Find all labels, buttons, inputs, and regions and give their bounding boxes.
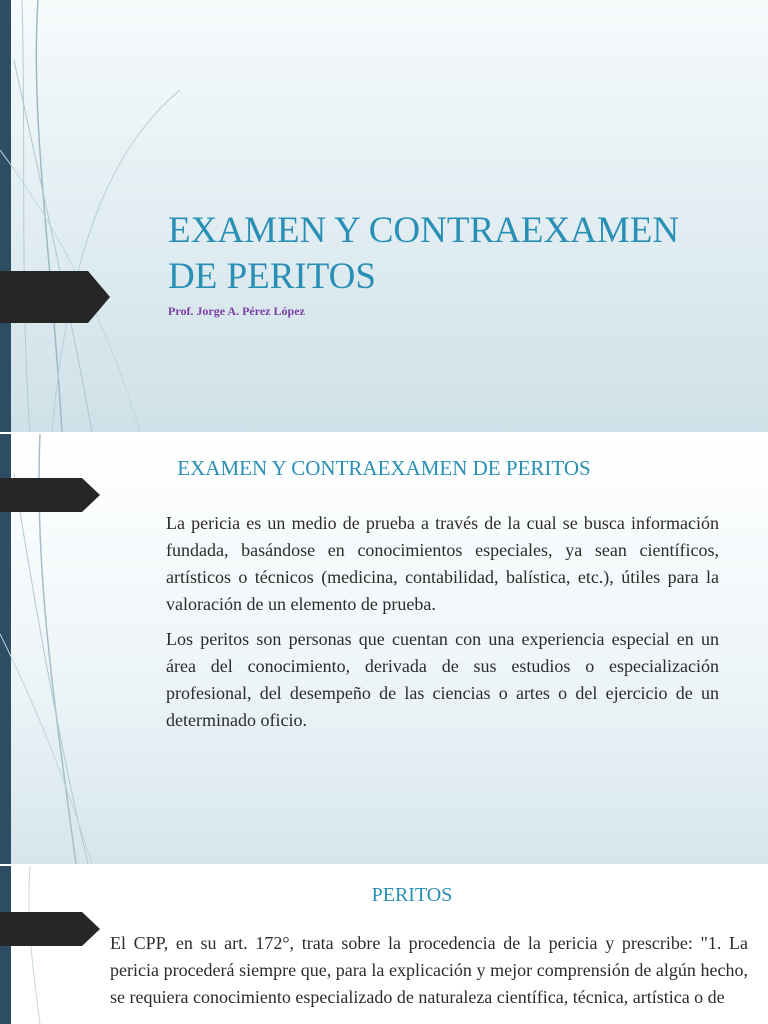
- content-slide-peritos: [0, 866, 768, 1024]
- section-tab: [0, 271, 112, 323]
- section-tab: [0, 912, 102, 946]
- bullet-text: La pericia es un medio de prueba a través de la cual se busca información fundada, basándose en conocimientos especiales, ya sean científicos, artísticos o técnicos (medicina, contabilidad, balística, etc.), útiles para la valoración de un elemento de prueba.: [166, 513, 719, 614]
- slide-title: PERITOS: [371, 884, 453, 906]
- title-slide: [0, 0, 768, 432]
- paragraph: [88, 930, 748, 1011]
- slide-title: EXAMEN Y CONTRAEXAMEN DE PERITOS: [177, 456, 591, 480]
- list-item: [144, 510, 719, 618]
- list-item: [144, 626, 719, 734]
- paragraph-text: El CPP, en su art. 172°, trata sobre la procedencia de la pericia y prescribe: "1. La pericia procederá siempre que, para la explicación y mejor comprensión de algún hecho, se requiera conocimiento especializado de naturaleza científica, técnica, artística o de: [110, 933, 748, 1007]
- bullet-list: [144, 510, 719, 742]
- bullet-text: Los peritos son personas que cuentan con una experiencia especial en un área del conocimiento, derivada de sus estudios o especialización profesional, del desempeño de las ciencias o artes o del ejercicio de un determinado oficio.: [166, 629, 719, 730]
- slide-title-line-2: DE PERITOS: [168, 256, 376, 297]
- slide-title-line-1: EXAMEN Y CONTRAEXAMEN: [168, 210, 680, 251]
- content-slide-definitions: [0, 434, 768, 864]
- section-tab: [0, 478, 102, 512]
- presenter-name: Prof. Jorge A. Pérez López: [168, 304, 305, 318]
- slide-title: [168, 208, 728, 300]
